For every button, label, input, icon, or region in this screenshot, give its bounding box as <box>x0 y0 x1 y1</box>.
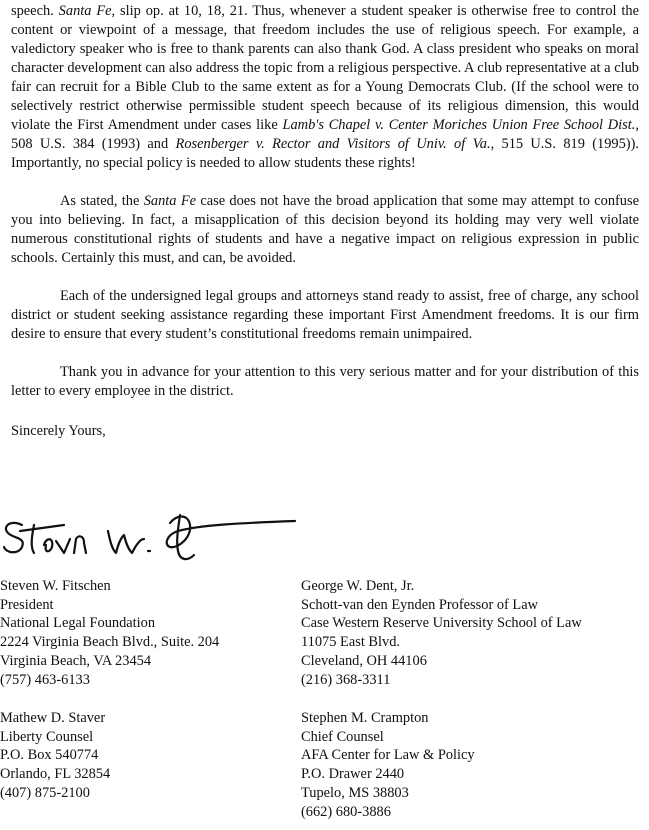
signatory-fitschen <box>0 577 320 689</box>
signatory-phone: (757) 463-6133 <box>0 671 90 688</box>
signatory-address: P.O. Box 540774 <box>0 747 99 764</box>
signatory-city: Orlando, FL 32854 <box>0 766 111 783</box>
signatory-dent <box>301 577 621 689</box>
signatory-name: Stephen M. Crampton <box>301 710 429 726</box>
signatory-name: Steven W. Fitschen <box>0 578 111 594</box>
signatory-title: Chief Counsel <box>301 728 384 745</box>
paragraph-rights <box>11 2 639 173</box>
signatory-city: Tupelo, MS 38803 <box>301 784 409 801</box>
signatory-phone: (407) 875-2100 <box>0 784 90 801</box>
signatory-title: Schott-van den Eynden Professor of Law <box>301 596 538 613</box>
case-name-santa-fe: Santa Fe <box>143 193 196 209</box>
text: , 515 U.S. 819 (1995)). Importantly, no special policy is needed to allow students these rights! <box>11 136 639 171</box>
signatory-city: Cleveland, OH 44106 <box>301 652 427 669</box>
signatory-title: President <box>0 596 54 613</box>
case-name-santa-fe: Santa Fe, <box>58 3 116 19</box>
text: speech. <box>11 3 54 19</box>
paragraph-assistance: Each of the undersigned legal groups and attorneys stand ready to assist, free of charge, any school district or student seeking assistance regarding these important First Amendment freedoms. It is our firm desire to ensure that every student’s constitutional freedoms remain unimpaired. <box>11 288 639 342</box>
signatory-org: AFA Center for Law & Policy <box>301 747 475 764</box>
signature-graphic <box>0 495 300 575</box>
text: As stated, the <box>60 193 140 209</box>
paragraph-santa-fe <box>11 192 639 268</box>
signatory-staver <box>0 709 320 803</box>
signatory-crampton <box>301 709 621 821</box>
signatory-org: Liberty Counsel <box>0 728 94 745</box>
signatory-name: George W. Dent, Jr. <box>301 578 415 594</box>
signatory-city: Virginia Beach, VA 23454 <box>0 652 152 669</box>
signatory-org: National Legal Foundation <box>0 615 156 632</box>
text: slip op. at 10, 18, 21. Thus, whenever a student speaker is otherwise free to control the content or viewpoint of a message, that freedom includes the use of religious speech. For example, a valedictory speaker who is free to thank parents can also thank God. A class president who speaks on moral character development can also address the topic from a religious perspective. A club representative at a club fair can recruit for a Bible Club to the same extent as for a Young Democrats Club. (If the school were to selectively restrict otherwise permissible student speech because of its religious dimension, this would violate the First Amendment under cases like <box>11 3 639 133</box>
closing: Sincerely Yours, <box>11 423 106 439</box>
handwritten-signature <box>0 495 300 575</box>
paragraph-thanks: Thank you in advance for your attention to this very serious matter and for your distribution of this letter to every employee in the district. <box>11 364 639 399</box>
signatory-name: Mathew D. Staver <box>0 710 106 726</box>
text: , 508 U.S. 384 (1993) and <box>11 117 639 152</box>
signatory-phone: (662) 680-3886 <box>301 803 391 820</box>
signatory-address: 11075 East Blvd. <box>301 634 400 651</box>
text: case does not have the broad application that some may attempt to confuse you into believing. In fact, a misapplication of this decision beyond its holding may very well violate numerous constitutional rights of students and have a negative impact on religious expression in public schools. Certainly this must, and can, be avoided. <box>11 193 639 266</box>
signatory-address: 2224 Virginia Beach Blvd., Suite. 204 <box>0 634 220 651</box>
letter-page <box>11 2 639 441</box>
signatory-org: Case Western Reserve University School of Law <box>301 615 582 632</box>
signatory-phone: (216) 368-3311 <box>301 671 391 688</box>
case-name-rosenberger: Rosenberger v. Rector and Visitors of Univ. of Va. <box>175 136 491 152</box>
signatory-address: P.O. Drawer 2440 <box>301 766 405 783</box>
case-name-lambs-chapel: Lamb's Chapel v. Center Moriches Union Free School Dist. <box>282 117 636 133</box>
